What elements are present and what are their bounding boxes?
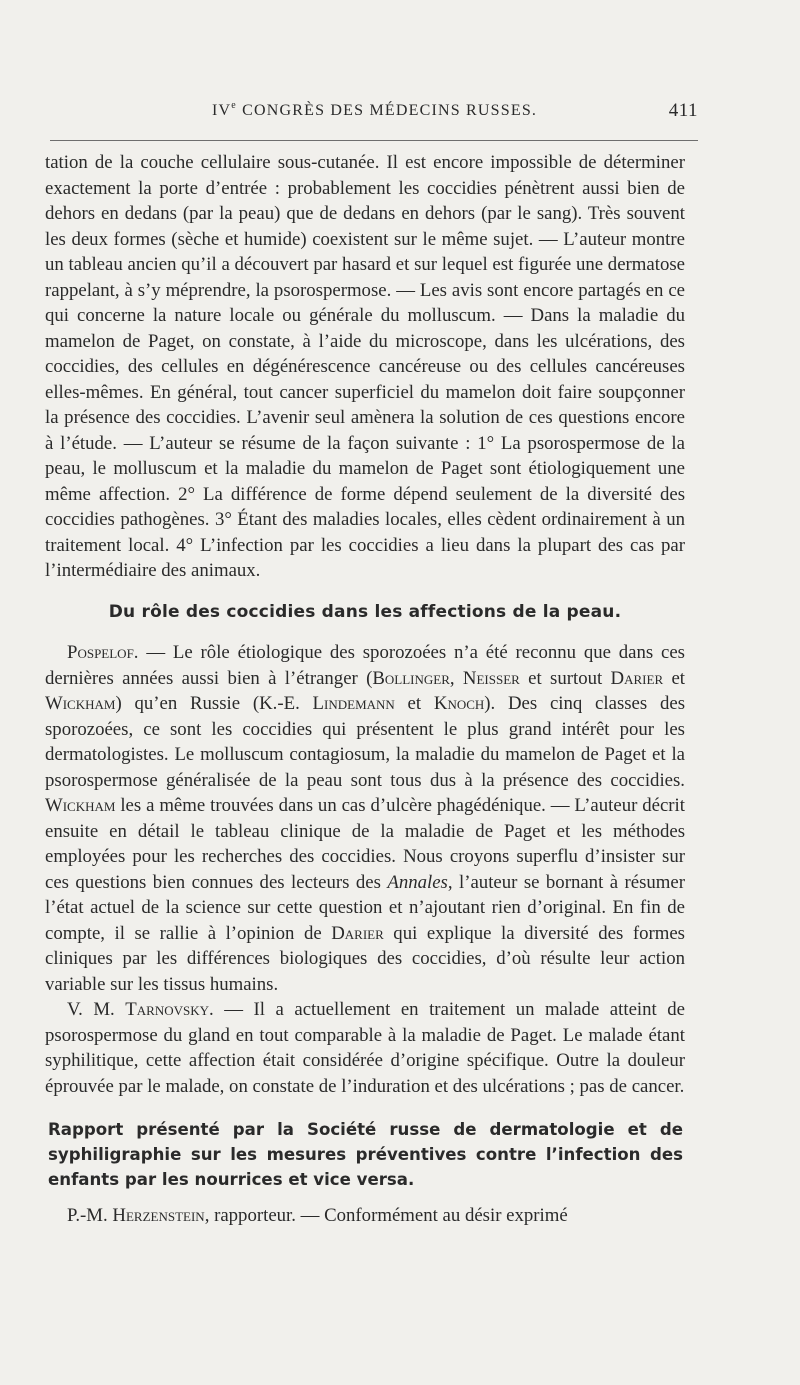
cited-name: Bollinger <box>372 667 450 689</box>
journal-title: Annales <box>387 871 448 893</box>
paragraph-tarnovsky: V. M. Tarnovsky. — Il a actuellement en traitement un malade atteint de psorospermose du gland en tout comparable à la maladie de Paget. Le malade étant syphilitique, cette affection était considérée d’origine spécifique. Outre la douleur éprouvée par le malade, on constate de l’induration et des ulcérations ; pas de cancer. <box>45 999 685 1097</box>
cited-name: Darier <box>331 922 384 944</box>
header-rule <box>50 140 698 141</box>
cited-name: Darier <box>610 667 664 689</box>
continuation-paragraph: tation de la couche cellulaire sous-cutanée. Il est encore impossible de déterminer exactement la porte d’entrée : probablement les coccidies pénètrent aussi bien de dehors en dedans (par la peau) que de dedans en dehors (par le sang). Très souvent les deux formes (sèche et humide) coexistent sur le même sujet. — L’auteur montre un tableau ancien qu’il a découvert par hasard et sur lequel est figurée une dermatose rappelant, à s’y méprendre, la psorospermose. — Les avis sont encore partagés en ce qui concerne la nature locale ou générale du molluscum. — Dans la maladie du mamelon de Paget, on constate, à l’aide du microscope, dans les ulcérations, des coccidies, des cellules en dégénérescence cancéreuse ou des cellules cancéreuses elles-mêmes. En général, tout cancer superficiel du mamelon doit faire soupçonner la présence des coccidies. L’avenir seul amènera la solution de ces questions encore à l’étude. — L’auteur se résume de la façon suivante : 1° La psorospermose de la peau, le molluscum et la maladie du mamelon de Paget sont étiologiquement une même affection. 2° La différence de forme dépend seulement de la diversité des coccidies pathogènes. 3° Étant des maladies locales, elles cèdent ordinairement à un traitement local. 4° L’infection par les coccidies a lieu dans la plupart des cas par l’intermédiaire des animaux. <box>45 152 685 581</box>
page-number: 411 <box>668 100 698 121</box>
cited-name: Lindemann <box>312 693 395 714</box>
paragraph-pospelof: Pospelof. — Le rôle étiologique des sporozoées n’a été reconnu que dans ces dernières années aussi bien à l’étranger (Bollinger, Neisser et surtout Darier et Wickham) qu’en Russie (K.-E. Lindemann et Knoch). Des cinq classes des sporozoées, ce sont les coccidies qui présentent le plus grand intérêt pour les dermatologistes. Le molluscum contagiosum, la maladie du mamelon de Paget et la psorospermose généralisée de la peau sont tous dus à la présence des coccidies. Wickham les a même trouvées dans un cas d’ulcère phagédénique. — L’auteur décrit ensuite en détail le tableau clinique de la maladie de Paget et les méthodes employées pour les recherches des coccidies. Nous croyons superflu d’insister sur ces questions bien connues des lecteurs des Annales, l’auteur se bornant à résumer l’état actuel de la science sur cette question et n’ajoutant rien d’original. En fin de compte, il se rallie à l’opinion de Darier qui explique la diversité des formes cliniques par les différences biologiques des coccidies, d’où résulte leur action variable sur les tissus humains. <box>45 642 686 995</box>
running-head <box>62 100 698 126</box>
body-text <box>45 150 685 1229</box>
cited-name: Neisser <box>462 667 520 689</box>
author-name: Pospelof. <box>67 642 139 663</box>
cited-name: Wickham <box>45 795 116 816</box>
paragraph-herzenstein: P.-M. Herzenstein, rapporteur. — Conformément au désir exprimé <box>67 1205 568 1226</box>
author-name: Herzenstein <box>112 1205 205 1226</box>
title-superscript: e <box>231 100 237 111</box>
cited-name: Knoch <box>433 693 485 714</box>
section-title-rapport: Rapport présenté par la Société russe de dermatologie et de syphiligraphie sur les mesures préventives contre l’infection des enfants par les nourrices et vice versa. <box>48 1120 683 1189</box>
cited-name: Wickham <box>45 693 116 714</box>
section-title-coccidies: Du rôle des coccidies dans les affections de la peau. <box>108 601 622 622</box>
author-name: Tarnovsky. <box>125 999 214 1020</box>
running-head-title: IVe CONGRÈS DES MÉDECINS RUSSES. <box>212 100 538 119</box>
